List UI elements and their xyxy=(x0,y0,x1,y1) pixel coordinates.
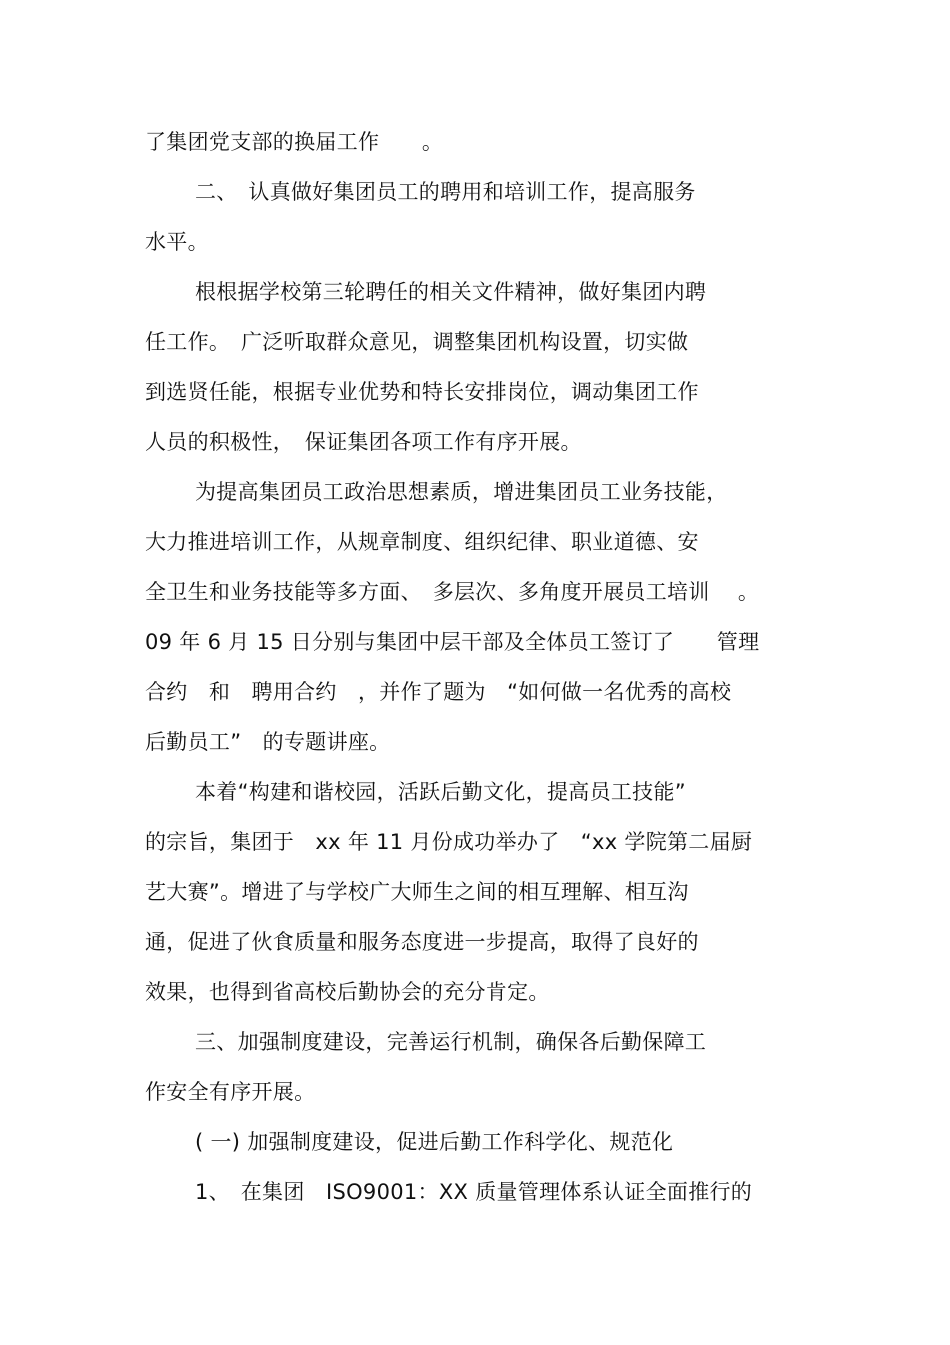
text-line: 通，促进了伙食质量和服务态度进一步提高，取得了良好的 xyxy=(145,930,699,954)
text-line: 人员的积极性， 保证集团各项工作有序开展。 xyxy=(145,430,582,454)
list-item: 1、 在集团 ISO9001：XX 质量管理体系认证全面推行的 xyxy=(195,1180,753,1204)
paragraph-start: 本着“构建和谐校园，活跃后勤文化，提高员工技能” xyxy=(195,780,686,804)
text-line: 艺大赛”。增进了与学校广大师生之间的相互理解、相互沟 xyxy=(145,880,689,904)
text-line: 效果，也得到省高校后勤协会的充分肯定。 xyxy=(145,980,550,1004)
text-line: 大力推进培训工作，从规章制度、组织纪律、职业道德、安 xyxy=(145,530,699,554)
text-line: 后勤员工” 的专题讲座。 xyxy=(145,730,391,754)
text-line: 了集团党支部的换届工作 。 xyxy=(145,130,444,154)
text-line: 合约 和 聘用合约 ，并作了题为 “如何做一名优秀的高校 xyxy=(145,680,732,704)
text-line: 全卫生和业务技能等多方面、 多层次、多角度开展员工培训 。 xyxy=(145,580,760,604)
text-line: 任工作。 广泛听取群众意见，调整集团机构设置，切实做 xyxy=(145,330,689,354)
paragraph-start: 根根据学校第三轮聘任的相关文件精神，做好集团内聘 xyxy=(195,280,707,304)
text-line: 到选贤任能，根据专业优势和特长安排岗位，调动集团工作 xyxy=(145,380,699,404)
text-line: 作安全有序开展。 xyxy=(145,1080,316,1104)
text-line: 的宗旨，集团于 xx 年 11 月份成功举办了 “xx 学院第二届厨 xyxy=(145,830,753,854)
subsection-heading: ( 一) 加强制度建设，促进后勤工作科学化、规范化 xyxy=(195,1130,674,1154)
paragraph-start: 为提高集团员工政治思想素质，增进集团员工业务技能， xyxy=(195,480,728,504)
section-heading: 三、加强制度建设，完善运行机制，确保各后勤保障工 xyxy=(195,1030,707,1054)
section-heading: 二、 认真做好集团员工的聘用和培训工作，提高服务 xyxy=(195,180,696,204)
text-line: 水平。 xyxy=(145,230,209,254)
text-line: 09 年 6 月 15 日分别与集团中层干部及全体员工签订了 管理 xyxy=(145,630,760,654)
